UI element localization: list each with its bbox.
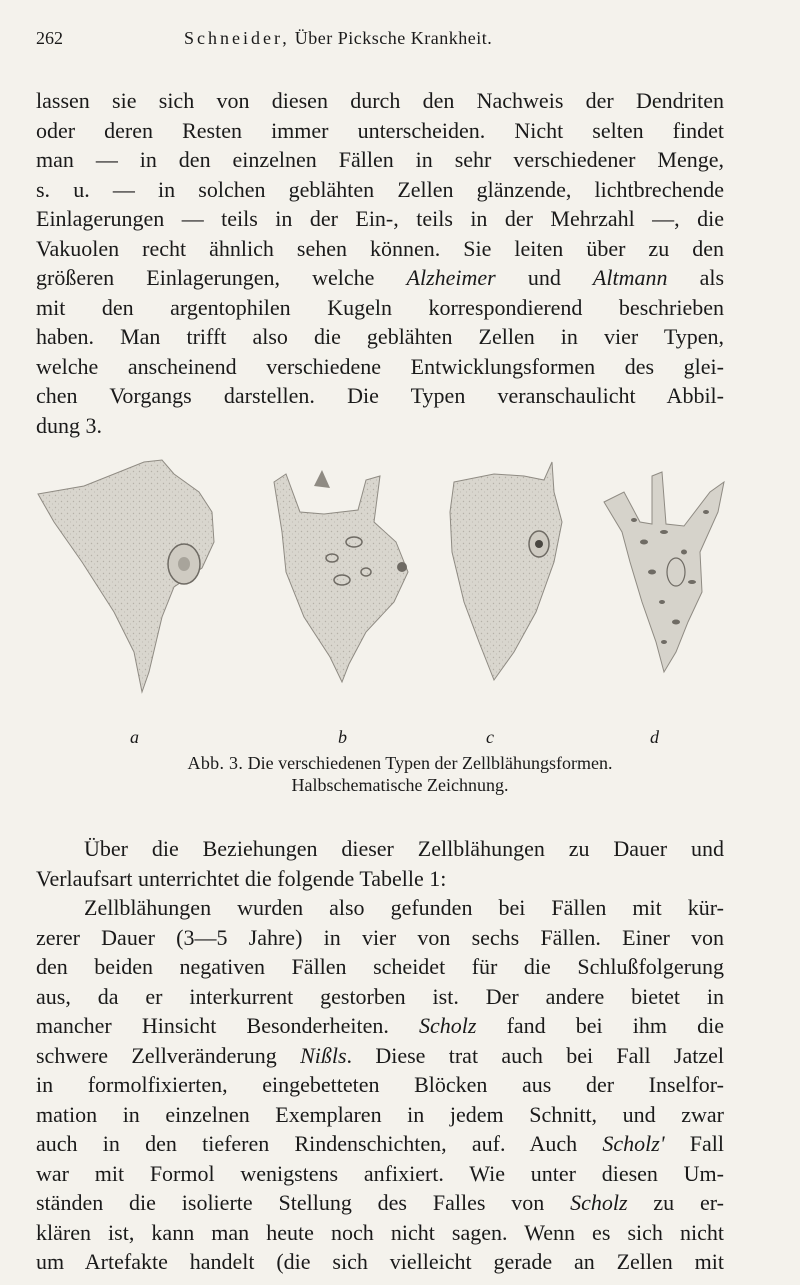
paragraph-2 [36,834,724,893]
figure-label-a: a [130,727,139,747]
text-fragment: und [527,265,561,290]
text-line: Über die Beziehungen dieser Zellblähungen zu Dauer und [84,836,724,861]
cell-drawing-d [604,472,724,672]
figure-label-b: b [338,727,347,747]
figure-label-d: d [650,727,659,747]
text-line: s. u. — in solchen geblähten Zellen glänzende, lichtbrechende [36,176,724,202]
author-name-scholz: Scholz [419,1013,477,1038]
figure-labels [0,727,800,751]
text-line: oder deren Resten immer unterscheiden. Nicht selten findet [36,117,724,143]
text-fragment: ständen die isolierte Stellung des Falles von [36,1190,545,1215]
text-fragment: mancher Hinsicht Besonderheiten. [36,1013,389,1038]
caption-figure-number: Abb. 3. [187,753,244,773]
cell-drawing-a [38,460,214,692]
paragraph-1 [36,86,724,440]
author-name-alzheimer: Alzheimer [406,265,496,290]
text-line: dung 3. [36,412,102,438]
author-name-altmann: Altmann [592,265,668,290]
text-line-with-name [36,1011,724,1041]
figure-caption [0,752,800,796]
author-name-scholz: Scholz' [602,1131,665,1156]
text-line: in formolfixierten, eingebetteten Blöcken aus der Inselfor- [36,1072,724,1097]
text-line-with-name [36,1188,724,1218]
paragraph-3 [36,893,724,1277]
text-line: war mit Formol wenigstens anfixiert. Wie unter diesen Um- [36,1160,724,1186]
figure-label-c: c [486,727,494,747]
text-fragment: Fall [689,1131,724,1156]
text-line: chen Vorgangs darstellen. Die Typen veranschaulicht Abbil- [36,383,724,408]
cell-drawing-c [450,462,562,680]
text-fragment: zu er- [653,1190,725,1215]
author-name-nissl: Nißls [300,1042,347,1068]
text-line-with-names [36,263,724,293]
text-line: den beiden negativen Fällen scheidet für die Schlußfolgerung [36,954,724,979]
text-line: Vakuolen recht ähnlich sehen können. Sie leiten über zu den [36,235,724,261]
text-fragment: . Diese trat auch bei Fall Jatzel [346,1042,724,1068]
figure-cell-drawings [24,452,784,722]
text-line-with-name [36,1129,724,1159]
text-line-with-name [36,1041,724,1071]
author-name-scholz: Scholz [570,1190,628,1215]
text-line: lassen sie sich von diesen durch den Nachweis der Dendriten [36,88,724,113]
running-article-title: Über Picksche Krankheit. [294,28,493,48]
text-fragment: auch in den tieferen Rindenschichten, auf. Auch [36,1131,578,1156]
caption-subtext: Halbschematische Zeichnung. [291,775,509,795]
text-line: aus, da er interkurrent gestorben ist. Der andere bietet in [36,983,724,1009]
text-fragment: fand bei ihm die [506,1013,725,1038]
text-fragment: als [699,265,725,290]
text-line: haben. Man trifft also die geblähten Zellen in vier Typen, [36,324,724,349]
text-line: welche anscheinend verschiedene Entwicklungsformen des glei- [36,353,724,379]
running-title [184,28,492,49]
text-line: mit den argentophilen Kugeln korrespondierend beschrieben [36,294,724,320]
cell-drawing-b [274,470,408,682]
text-line: klären ist, kann man heute noch nicht sagen. Wenn es sich nicht [36,1219,724,1245]
text-fragment: größeren Einlagerungen, welche [36,265,375,290]
page-number: 262 [36,28,63,48]
text-line: Verlaufsart unterrichtet die folgende Tabelle 1: [36,865,447,891]
text-line: um Artefakte handelt (die sich vielleicht gerade an Zellen mit [36,1249,724,1274]
running-author: Schneider, [184,28,290,48]
text-fragment: schwere Zellveränderung [36,1042,277,1068]
text-line: Zellblähungen wurden also gefunden bei Fällen mit kür- [84,895,724,920]
caption-text: Die verschiedenen Typen der Zellblähungsformen. [247,753,613,773]
text-line: man — in den einzelnen Fällen in sehr verschiedener Menge, [36,147,724,172]
text-line: mation in einzelnen Exemplaren in jedem Schnitt, und zwar [36,1101,724,1127]
text-line: Einlagerungen — teils in der Ein-, teils in der Mehrzahl —, die [36,206,724,231]
text-line: zerer Dauer (3—5 Jahre) in vier von sechs Fällen. Einer von [36,924,724,950]
